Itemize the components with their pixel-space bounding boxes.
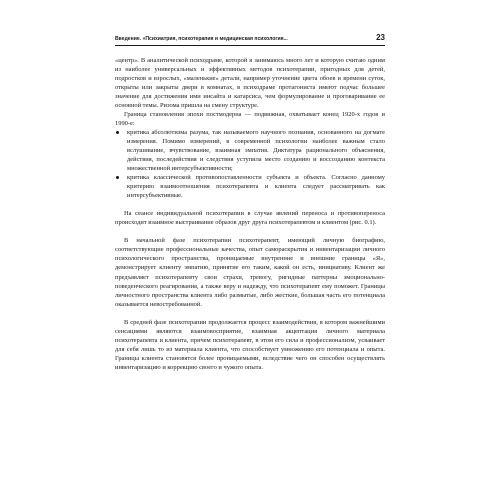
paragraph-continuation: «центр». В аналитической психодраме, которой я занимаюсь много лет и которую считаю одним из наиболее универсальных и эффективных методов психотерапии, пригодных для детей, подростков и взрослых, «маленькие» детали, например уточнение цвета обоев и времени суток, открыты или закрыты двери в комнатах, в психодраме протагониста имеют подчас большее значение для достижения ими инсайта и катарсиса, чем формулирование и проговаривание ее основной темы. Ризома пришла на смену структуре. (115, 56, 385, 109)
paragraph-spacer (115, 309, 385, 318)
page-body (115, 56, 385, 373)
paragraph-spacer (115, 227, 385, 236)
bullet-icon (116, 176, 119, 179)
list-item (115, 173, 385, 200)
criteria-list (115, 128, 385, 200)
paragraph-middle-phase: В средней фазе психотерапии продолжается процесс взаимодействия, в котором важнейшими сенсациями являются взаимовосприятие, взаимная акцептация личного материала психотерапевта и клиента, причем психотерапевт, в этом его сила и профессионализм, усваивает для себя лишь то из материала клиента, что способствует умножению его потенциала и опыта. Границы клиента становятся более проницаемыми, вследствие чего он способен осуществлять инвентаризацию и коррекцию своего и чужого опыта. (115, 318, 385, 371)
paragraph-transference: На сеансе индивидуальной психотерапии в случае явлений переноса и противопереноса происходит взаимное выстраивание образов друг друга психотерапевтом и клиентом (рис. 0.1). (115, 210, 385, 227)
page-number: 23 (376, 33, 385, 42)
paragraph-postmodern-boundary: Граница становления эпохи постмодерна — подвижная, охватывает конец 1920-х годов и 1990-е: (115, 110, 385, 127)
running-header (115, 34, 385, 46)
list-item-text: критика классической противопоставленности субъекта и объекта. Согласно данному критерию взаимоотношения психотерапевта и клиента следует рассматривать как интерсубъективные. (127, 174, 385, 200)
paragraph-spacer (115, 200, 385, 209)
paragraph-initial-phase: В начальной фазе психотерапии психотерапевт, имеющий личную биографию, соответствующие профессиональные качества, опыт самораскрытия и инвентаризации личного психологического пространства, проницаемые внутренние и внешние границы «Я», демонстрирует клиенту эмпатию, принятие его таким, какой он есть, инициативу. Клиент же предъявляет психотерапевту свои страхи, тревогу, ригидные паттерны эмоционально-поведенческого реагирования, а также веру и надежду, что психотерапевт ему поможет. Границы личностного пространства клиента либо размытые, либо жесткие, большая часть его потенциала оказывается невостребованной. (115, 237, 385, 308)
list-item (115, 128, 385, 173)
running-header-title: Введение. «Психиатрия, психотерапия и медицинская психология... (115, 36, 288, 42)
book-page (115, 34, 385, 372)
bullet-icon (116, 131, 119, 134)
list-item-text: критика абсолютизма разума, так называемого научного познания, основанного на догмате измерения. Помимо измерений, в современной психологии наиболее важным стало вслушивание, вчувствование, взаимная эмпатия. Диктатура рационального объяснения, действия, последействия и следствия уступила место созданию и воссозданию контекста множественной интерсубъективности; (127, 128, 385, 173)
